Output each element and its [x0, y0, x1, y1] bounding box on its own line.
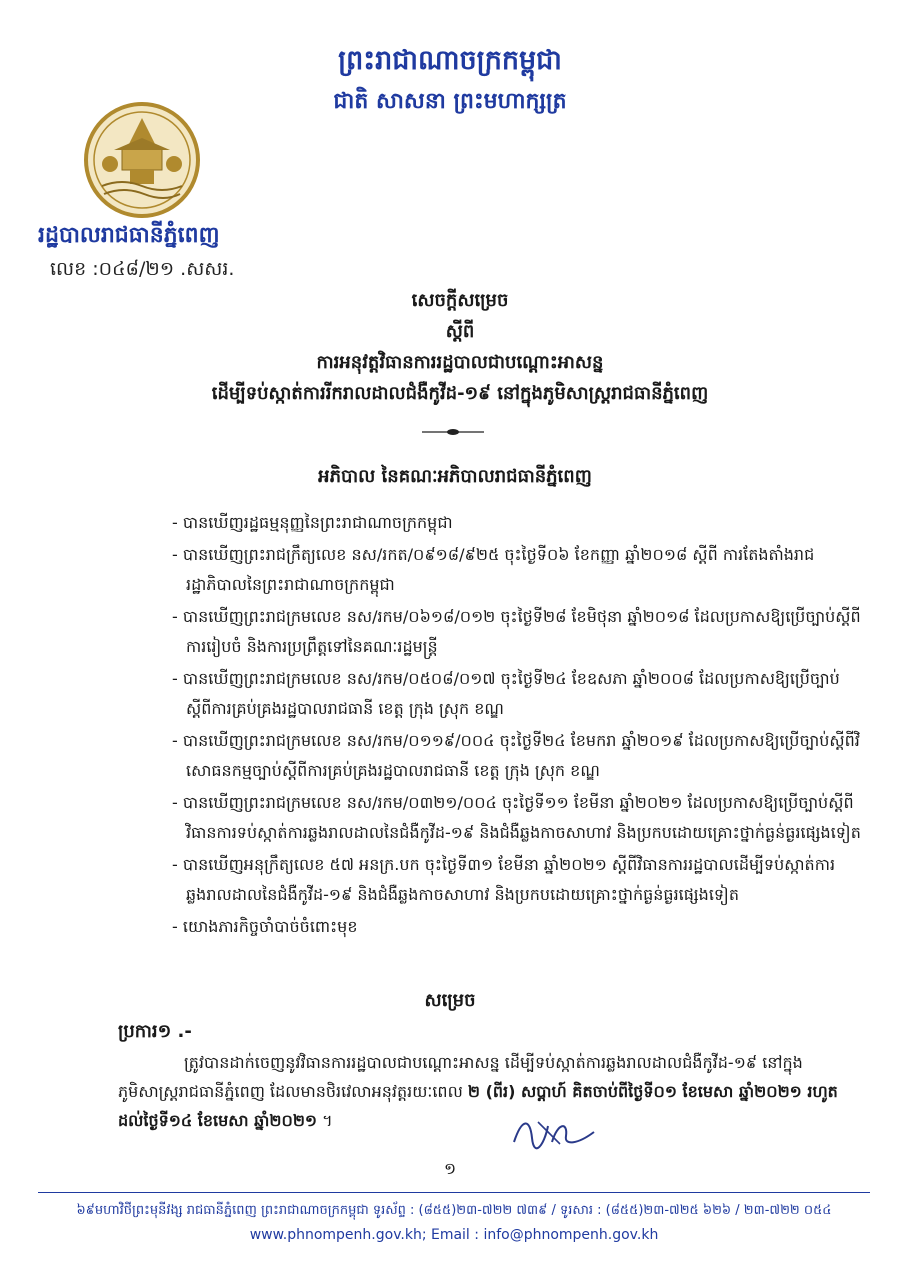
- initials-signature: [508, 1112, 600, 1152]
- consideration-item: - បានឃើញព្រះរាជក្រឹត្យលេខ នស/រកត/០៩១៨/៩២៥ ចុះថ្ងៃទី០៦ ខែកញ្ញា ឆ្នាំ២០១៨ ស្ដីពី ការតែងតាំងរាជរដ្ឋាភិបាលនៃព្រះរាជាណាចក្រកម្ពុជា: [172, 545, 815, 594]
- article-1-period: ២ (ពីរ) សប្ដាហ៍ គិតចាប់ពីថ្ងៃទី០១ ខែមេសា ឆ្នាំ២០២១ រហូតដល់ថ្ងៃទី១៤ ខែមេសា ឆ្នាំ២០២១: [118, 1082, 838, 1130]
- reference-number: លេខ :០៤៨/២១ .សសរ.: [50, 258, 235, 280]
- issuing-administration: រដ្ឋបាលរាជធានីភ្នំពេញ: [38, 223, 220, 248]
- considerations-list: [172, 508, 862, 944]
- title-line-3: ការអនុវត្តវិធានការរដ្ឋបាលជាបណ្ដោះអាសន្ន: [316, 352, 604, 373]
- consideration-item: - បានឃើញអនុក្រឹត្យលេខ ៥៧ អនក្រ.បក ចុះថ្ងៃទី៣១ ខែមីនា ឆ្នាំ២០២១ ស្ដីពីវិធានការរដ្ឋបាលដើម្បីទប់ស្កាត់ការឆ្លងរាលដាលនៃជំងឺកូវីដ-១៩ និងជំងឺឆ្លងកាចសាហាវ និងប្រកបដោយគ្រោះថ្នាក់ធ្ងន់ធ្ងរផ្សេងទៀត: [172, 855, 836, 904]
- national-motto: ជាតិ សាសនា ព្រះមហាក្សត្រ: [333, 89, 567, 114]
- document-title: [140, 285, 780, 409]
- divider-ornament-icon: [420, 427, 486, 437]
- page-number: ១: [443, 1159, 457, 1178]
- footer-divider: [38, 1192, 870, 1193]
- consideration-item: - បានឃើញរដ្ឋធម្មនុញ្ញនៃព្រះរាជាណាចក្រកម្ពុជា: [172, 513, 453, 532]
- title-line-4: ដើម្បីទប់ស្កាត់ការរីករាលដាលជំងឺកូវីដ-១៩ នៅក្នុងភូមិសាស្ត្ររាជធានីភ្នំពេញ: [211, 383, 709, 404]
- consideration-item: - បានឃើញព្រះរាជក្រមលេខ នស/រកម/០៣២១/០០៤ ចុះថ្ងៃទី១១ ខែមីនា ឆ្នាំ២០២១ ដែលប្រកាសឱ្យប្រើច្បាប់ស្ដីពីវិធានការទប់ស្កាត់ការឆ្លងរាលដាលនៃជំងឺកូវីដ-១៩ និងជំងឺឆ្លងកាចសាហាវ និងប្រកបដោយគ្រោះថ្នាក់ធ្ងន់ធ្ងរផ្សេងទៀត: [172, 793, 861, 842]
- governor-heading: អភិបាល នៃគណៈអភិបាលរាជធានីភ្នំពេញ: [318, 466, 592, 487]
- phnom-penh-seal-icon: [82, 100, 202, 220]
- article-1-body: [118, 1048, 863, 1135]
- consideration-item: - យោងភារកិច្ចចាំបាច់ចំពោះមុខ: [172, 917, 358, 936]
- article-1-text: ត្រូវបានដាក់ចេញនូវវិធានការរដ្ឋបាលជាបណ្ដោះអាសន្ន ដើម្បីទប់ស្កាត់ការឆ្លងរាលដាលជំងឺកូវីដ-១៩ នៅក្នុងភូមិសាស្ត្ររាជធានីភ្នំពេញ ដែលមានថិរវេលាអនុវត្តរយៈពេល: [118, 1053, 803, 1101]
- title-line-2: ស្ដីពី: [445, 321, 475, 342]
- consideration-item: - បានឃើញព្រះរាជក្រមលេខ នស/រកម/០១១៩/០០៤ ចុះថ្ងៃទី២៤ ខែមករា ឆ្នាំ២០១៩ ដែលប្រកាសឱ្យប្រើច្បាប់ស្ដីពីវិសោធនកម្មច្បាប់ស្ដីពីការគ្រប់គ្រងរដ្ឋបាលរាជធានី ខេត្ត ក្រុង ស្រុក ខណ្ឌ: [172, 731, 860, 780]
- title-line-1: សេចក្ដីសម្រេច: [411, 290, 509, 311]
- footer-address: ៦៩មហាវិថីព្រះមុនីវង្ស រាជធានីភ្នំពេញ ព្រះរាជាណាចក្រកម្ពុជា ទូរស័ព្ទ : (៨៥៥)២៣-៧២២ ៧៣៩ / ទូរសារ : (៨៥៥)២៣-៧២៥ ៦២៦ / ២៣-៧២២ ០៥៤: [76, 1203, 832, 1218]
- article-1-label: ប្រការ១ .-: [118, 1021, 192, 1042]
- decision-heading: សម្រេច: [424, 990, 476, 1011]
- consideration-item: - បានឃើញព្រះរាជក្រមលេខ នស/រកម/០៥០៨/០១៧ ចុះថ្ងៃទី២៤ ខែឧសភា ឆ្នាំ២០០៨ ដែលប្រកាសឱ្យប្រើច្បាប់ស្ដីពីការគ្រប់គ្រងរដ្ឋបាលរាជធានី ខេត្ត ក្រុង ស្រុក ខណ្ឌ: [172, 669, 840, 718]
- kingdom-heading: ព្រះរាជាណាចក្រកម្ពុជា: [338, 45, 562, 76]
- consideration-item: - បានឃើញព្រះរាជក្រមលេខ នស/រកម/០៦១៨/០១២ ចុះថ្ងៃទី២៨ ខែមិថុនា ឆ្នាំ២០១៨ ដែលប្រកាសឱ្យប្រើច្បាប់ស្ដីពីការរៀបចំ និងការប្រព្រឹត្តទៅនៃគណៈរដ្ឋមន្ត្រី: [172, 607, 861, 656]
- footer-contact: www.phnompenh.gov.kh; Email : info@phnompenh.gov.kh: [249, 1227, 659, 1243]
- article-1-end: ។: [317, 1111, 333, 1130]
